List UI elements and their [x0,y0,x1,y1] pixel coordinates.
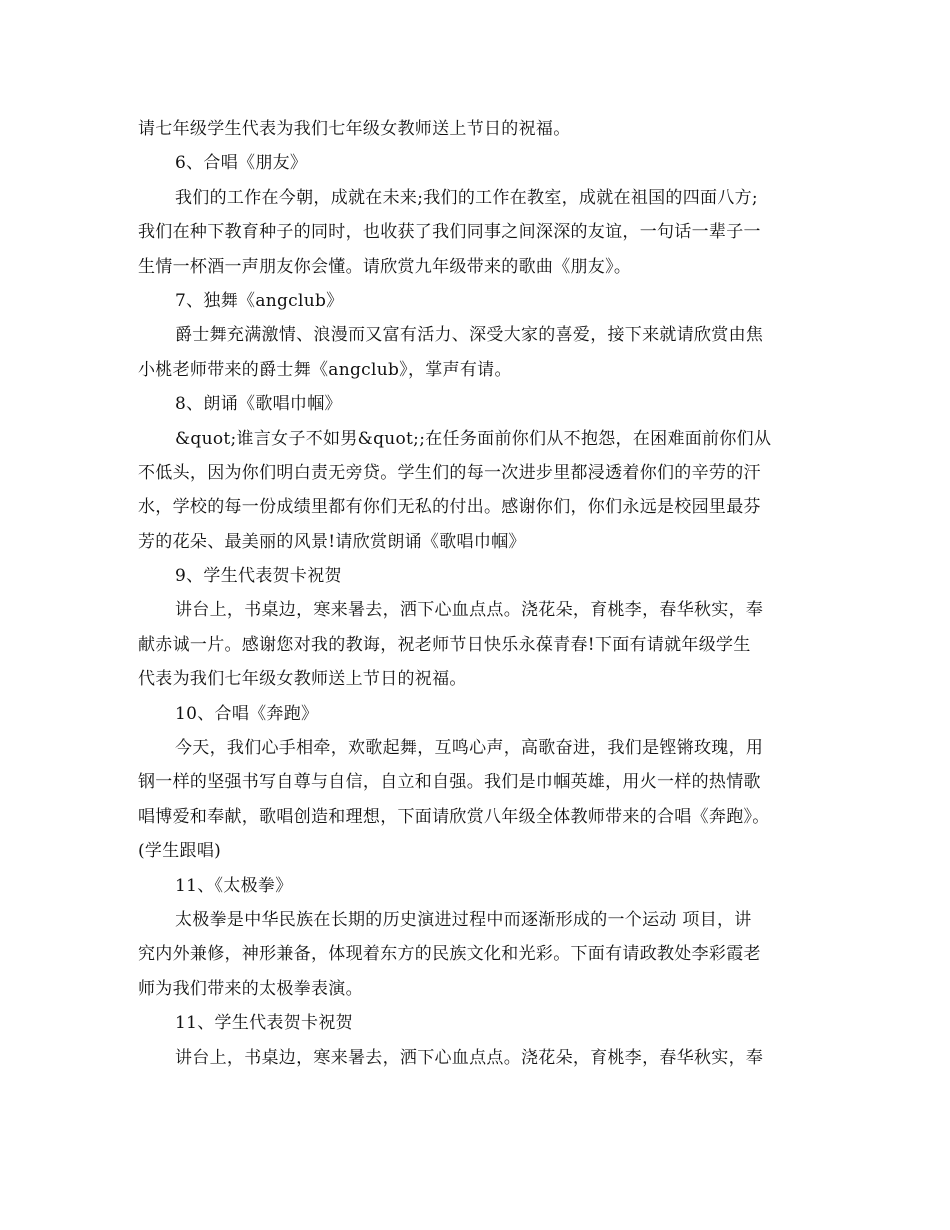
text-line: 我们在种下教育种子的同时，也收获了我们同事之间深深的友谊，一句话一辈子一 [138,222,761,243]
text-line: 小桃老师带来的爵士舞《angclub》，掌声有请。 [138,359,512,380]
text-line: 7、独舞《angclub》 [175,290,344,311]
text-line: 生情一杯酒一声朋友你会懂。请欣赏九年级带来的歌曲《朋友》。 [138,256,632,277]
text-line: 9、学生代表贺卡祝贺 [175,566,342,587]
text-line: 师为我们带来的太极拳表演。 [138,978,363,999]
text-line: 爵士舞充满激情、浪漫而又富有活力、深受大家的喜爱，接下来就请欣赏由焦 [175,325,764,346]
text-line: 献赤诚一片。感谢您对我的教诲，祝老师节日快乐永葆青春!下面有请就年级学生 [138,634,751,655]
text-line: 芳的花朵、最美丽的风景!请欣赏朗诵《歌唱巾帼》 [138,531,526,552]
text-line: 水，学校的每一份成绩里都有你们无私的付出。感谢你们，你们永远是校园里最芬 [138,497,761,518]
text-line: 不低头，因为你们明白责无旁贷。学生们的每一次进步里都浸透着你们的辛劳的汗 [138,462,761,483]
document-body [138,112,820,1075]
text-line: 讲台上，书桌边，寒来暑去，洒下心血点点。浇花朵，育桃李，春华秋实，奉 [175,600,764,621]
text-line: 请七年级学生代表为我们七年级女教师送上节日的祝福。 [138,119,571,139]
text-line: 11、《太极拳》 [175,875,293,896]
text-line: 唱博爱和奉献，歌唱创造和理想，下面请欣赏八年级全体教师带来的合唱《奔跑》。 [138,806,770,827]
text-line: 10、合唱《奔跑》 [175,703,319,724]
text-line: 8、朗诵《歌唱巾帼》 [175,394,342,415]
text-line: 究内外兼修，神形兼备，体现着东方的民族文化和光彩。下面有请政教处李彩霞老 [138,944,761,965]
text-line: 代表为我们七年级女教师送上节日的祝福。 [138,669,467,690]
text-line: (学生跟唱) [138,841,222,862]
text-line: &quot;谁言女子不如男&quot;;在任务面前你们从不抱怨，在困难面前你们从 [175,428,772,449]
text-line: 今天，我们心手相牵，欢歌起舞，互鸣心声，高歌奋进，我们是铿锵玫瑰，用 [175,738,764,759]
text-line: 钢一样的坚强书写自尊与自信，自立和自强。我们是巾帼英雄，用火一样的热情歌 [138,772,761,793]
text-line: 6、合唱《朋友》 [175,153,308,174]
text-line: 讲台上，书桌边，寒来暑去，洒下心血点点。浇花朵，育桃李，春华秋实，奉 [175,1047,764,1068]
text-line: 我们的工作在今朝，成就在未来;我们的工作在教室，成就在祖国的四面八方; [175,187,758,208]
text-line: 11、学生代表贺卡祝贺 [175,1013,353,1034]
text-line: 太极拳是中华民族在长期的历史演进过程中而逐渐形成的一个运动 项目，讲 [175,909,752,930]
